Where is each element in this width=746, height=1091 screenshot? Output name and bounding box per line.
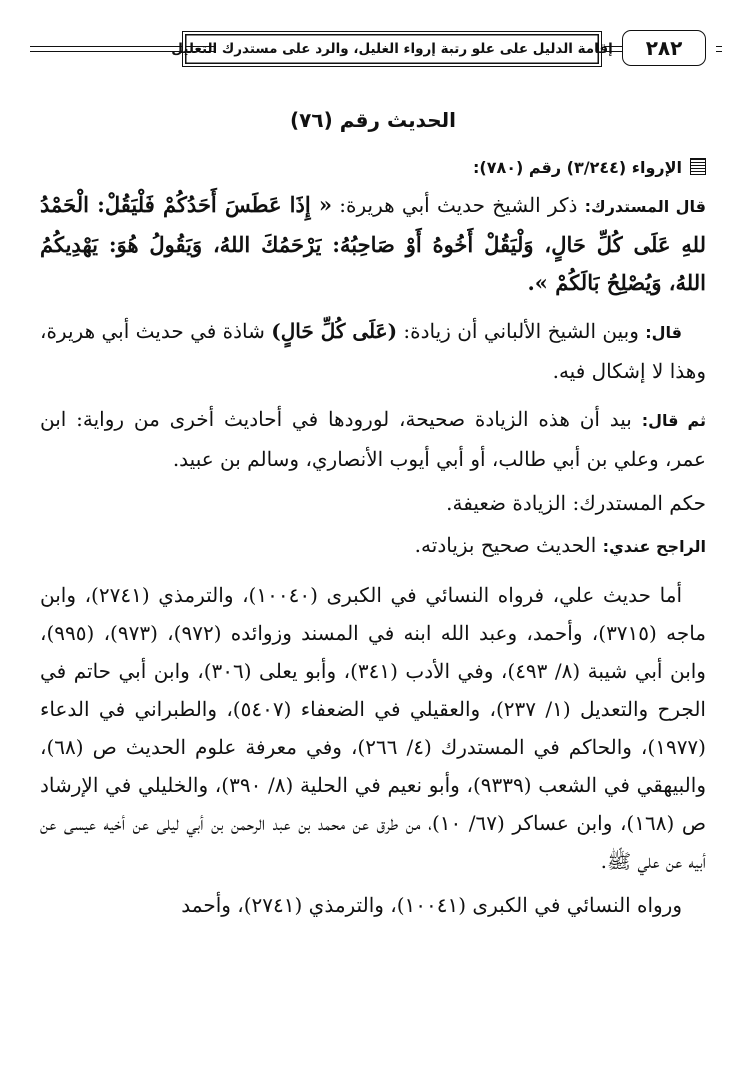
mustadrik-label: قال المستدرك: [584, 197, 707, 216]
book-icon [690, 158, 706, 175]
page-header [30, 30, 720, 74]
thumma-paragraph [40, 400, 706, 478]
qala-text-1: وبين الشيخ الألباني أن زيادة: [403, 319, 639, 343]
reference-line [40, 150, 706, 186]
running-title: إقامة الدليل على علو رتبة إرواء الغليل، والرد على مستدرك التعليل [182, 31, 602, 67]
rajih-label: الراجح عندي: [602, 537, 706, 556]
hukm-line: حكم المستدرك: الزيادة ضعيفة. [446, 491, 706, 515]
reference-text: الإرواء (٣/٢٤٤) رقم (٧٨٠): [472, 158, 682, 177]
thumma-label: ثم قال: [641, 411, 707, 430]
hadith-quote: « إِذَا عَطَسَ أَحَدُكُمْ فَلْيَقُلْ: الْحَمْدُ للهِ عَلَى كُلِّ حَالٍ، وَلْيَقُلْ أَخُوهُ أَوْ صَاحِبُهُ: يَرْحَمُكَ اللهُ، وَيَقُولُ هُوَ: يَهْدِيكُمُ اللهُ، وَيُصْلِحُ بَالَكُمْ ». [40, 192, 706, 295]
thumma-text: بيد أن هذه الزيادة صحيحة، لورودها في أحاديث أخرى من رواية: ابن عمر، وعلي بن أبي طالب، أو أبي أيوب الأنصاري، وسالم بن عبيد. [40, 407, 706, 471]
hadith-heading: الحديث رقم (٧٦) [290, 108, 456, 132]
qala-label: قال: [645, 323, 683, 342]
mustadrik-paragraph [40, 186, 706, 302]
rajih-text: الحديث صحيح بزيادته. [414, 533, 597, 557]
page-body [40, 100, 706, 924]
header-rule [716, 46, 722, 47]
rajih-line [40, 526, 706, 566]
takhrij-paragraph-1: أما حديث علي، فرواه النسائي في الكبرى (١٠٠٤٠)، والترمذي (٢٧٤١)، وابن ماجه (٣٧١٥)، وأحمد، وعبد الله ابنه في المسند وزوائده (٩٧٢)، (٩٧٣)، (٩٩٥)، وابن أبي شيبة (٨/ ٤٩٣)، وفي الأدب (٣٤١)، وأبو يعلى (٣٠٦)، وابن أبي حاتم في الجرح والتعديل (١/ ٢٣٧)، والعقيلي في الضعفاء (٥٤٠٧)، والطبراني في الدعاء (١٩٧٧)، والحاكم في المستدرك (٤/ ٢٦٦)، وفي معرفة علوم الحديث ص (٦٨)، والبيهقي في الشعب (٩٣٣٩)، وأبو نعيم في الحلية (٨/ ٣٩٠)، والخليلي في الإرشاد ص (١٦٨)، وابن عساكر (٦٧/ ١٠)، من طرق عن محمد بن عبد الرحمن بن أبي ليلى عن أخيه عيسى عن أبيه عن علي ﷺ. [40, 583, 707, 873]
mustadrik-text: ذكر الشيخ حديث أبي هريرة: [339, 193, 578, 217]
qala-paragraph [40, 312, 706, 390]
takhrij-paragraph-2: ورواه النسائي في الكبرى (١٠٠٤١)، والترمذي (٢٧٤١)، وأحمد [181, 893, 682, 917]
qala-text-2: شاذة في حديث أبي هريرة، وهذا لا إشكال فيه. [40, 319, 706, 383]
qala-bold: (عَلَى كُلِّ حَالٍ) [271, 319, 398, 343]
header-rule [716, 51, 722, 52]
page-number: ٢٨٢ [622, 30, 706, 66]
